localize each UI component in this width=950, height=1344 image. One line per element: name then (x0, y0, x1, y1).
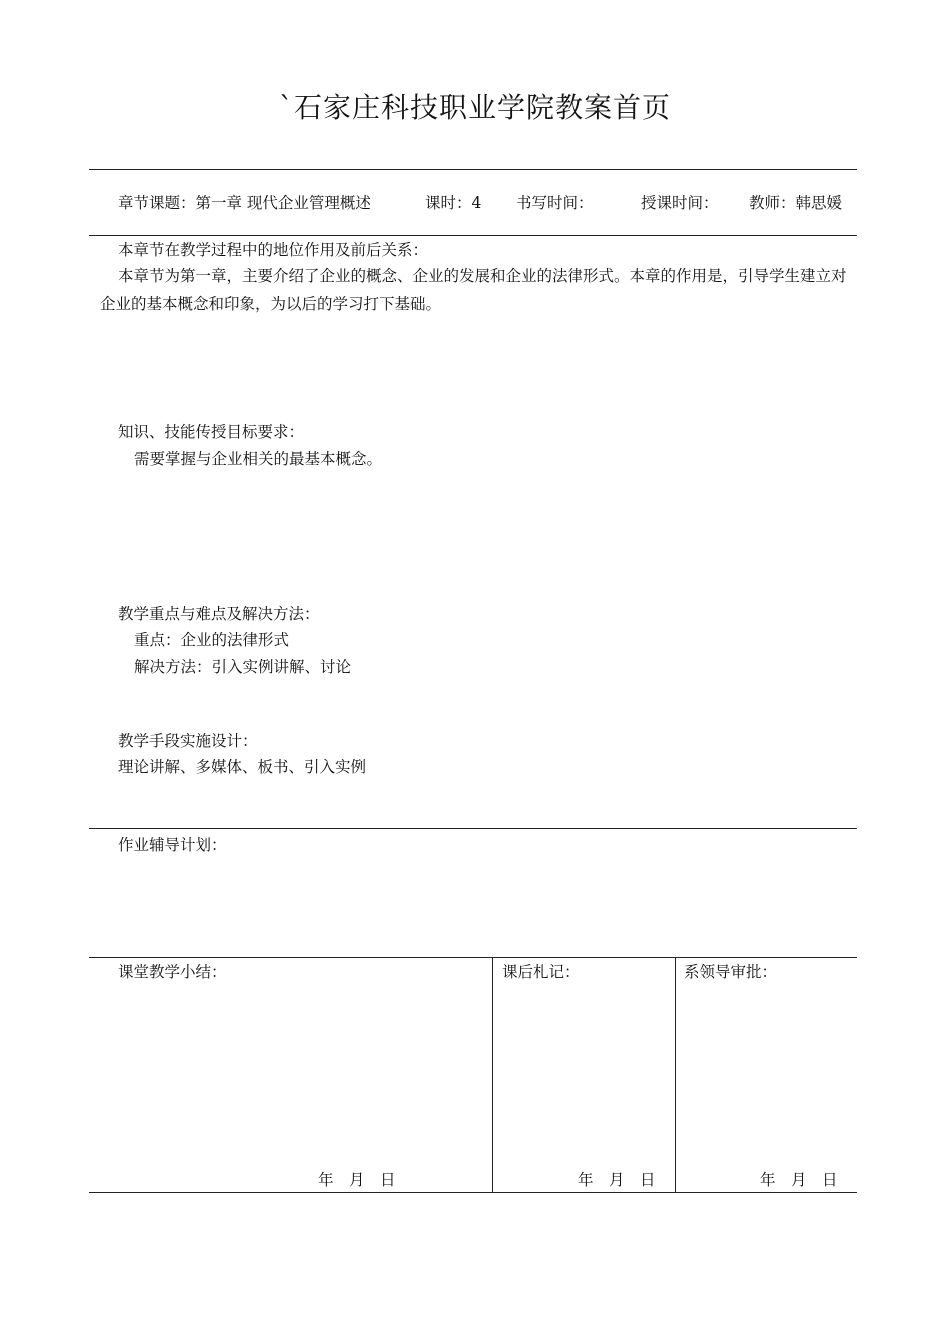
keypoints-heading: 教学重点与难点及解决方法： (118, 605, 320, 623)
role-heading: 本章节在教学过程中的地位作用及前后关系： (118, 241, 429, 259)
summary-label: 课堂教学小结： (118, 963, 227, 981)
keypoints-focus: 重点：企业的法律形式 (134, 631, 290, 649)
writing-time: 书写时间： (516, 194, 594, 212)
rule-header-bottom (89, 235, 857, 236)
footer-divider-1 (492, 957, 493, 1192)
rule-footer-bottom (89, 1192, 857, 1193)
rule-top (89, 169, 857, 170)
page-title: `石家庄科技职业学院教案首页 (278, 91, 671, 124)
objectives-heading: 知识、技能传授目标要求： (118, 423, 305, 441)
notes-date: 年 月 日 (578, 1171, 656, 1189)
approval-label: 系领导审批： (684, 963, 778, 981)
rule-homework-top (89, 828, 857, 829)
chapter-topic: 章节课题：第一章 现代企业管理概述 (118, 194, 371, 212)
teaching-time: 授课时间： (641, 194, 719, 212)
methods-heading: 教学手段实施设计： (118, 732, 258, 750)
keypoints-solution: 解决方法：引入实例讲解、讨论 (134, 658, 352, 676)
teacher-name: 教师：韩思媛 (749, 194, 843, 212)
objectives-body: 需要掌握与企业相关的最基本概念。 (134, 450, 383, 468)
role-body: 本章节为第一章，主要介绍了企业的概念、企业的发展和企业的法律形式。本章的作用是，引导学生建立对企业的基本概念和印象，为以后的学习打下基础。 (100, 267, 847, 313)
homework-heading: 作业辅导计划： (118, 836, 227, 854)
notes-label: 课后札记： (502, 963, 580, 981)
footer-divider-2 (675, 957, 676, 1192)
summary-date: 年 月 日 (318, 1171, 396, 1189)
approval-date: 年 月 日 (760, 1171, 838, 1189)
rule-footer-top (89, 957, 857, 958)
class-hours: 课时：4 (425, 194, 482, 212)
methods-body: 理论讲解、多媒体、板书、引入实例 (118, 758, 367, 776)
